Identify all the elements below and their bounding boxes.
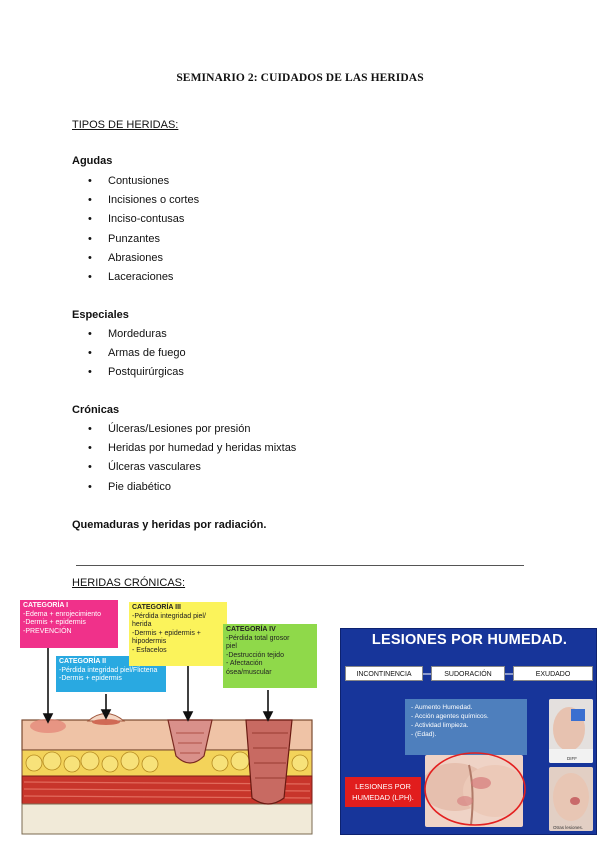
list-item: • Punzantes	[88, 230, 199, 249]
category-4-label: CATEGORÍA IV -Pérdida total grosor piel -Destrucción tejido - Afectación ósea/muscular	[223, 624, 317, 688]
list-cronicas	[88, 420, 296, 497]
box-exudado: EXUDADO	[513, 666, 593, 681]
divider	[76, 565, 524, 566]
list-item: • Contusiones	[88, 172, 199, 191]
list-item: • Laceraciones	[88, 268, 199, 287]
caption-otras: Otras lesiones.	[553, 825, 584, 830]
heading-agudas: Agudas	[72, 155, 113, 167]
heading-cronicas: Crónicas	[72, 404, 120, 416]
box-sudoracion: SUDORACIÓN	[431, 666, 505, 681]
lph-label	[345, 777, 421, 807]
list-item: • Postquirúrgicas	[88, 363, 186, 382]
photo-otras	[549, 767, 593, 831]
slide-title: LESIONES POR HUMEDAD.	[371, 632, 568, 648]
pressure-ulcer-diagram	[18, 598, 320, 838]
moisture-lesions-slide	[340, 628, 597, 835]
lph-line: LESIONES POR	[355, 782, 411, 791]
list-item: • Úlceras vasculares	[88, 458, 296, 477]
list-item: • Mordeduras	[88, 325, 186, 344]
list-item: • Pie diabético	[88, 478, 296, 497]
heading-quemaduras: Quemaduras y heridas por radiación.	[72, 519, 267, 531]
category-3-label: CATEGORÍA III -Pérdida integridad piel/ herida -Dermis + epidermis + hipodermis - Esfacelos	[129, 602, 227, 666]
photo-otras-graphic	[549, 767, 593, 831]
desc-line: - Actividad limpieza.	[411, 722, 469, 729]
photo-diff-graphic	[549, 699, 593, 763]
page-title: SEMINARIO 2: CUIDADOS DE LAS HERIDAS	[176, 72, 424, 84]
list-item: • Armas de fuego	[88, 344, 186, 363]
box-incontinencia: INCONTINENCIA	[345, 666, 423, 681]
list-item: • Heridas por humedad y heridas mixtas	[88, 439, 296, 458]
list-item: • Abrasiones	[88, 249, 199, 268]
section-heading-cronicas: HERIDAS CRÓNICAS:	[72, 577, 186, 589]
lph-line: HUMEDAD (LPH).	[352, 793, 414, 802]
photo-diff	[549, 699, 593, 763]
desc-line: - Acción agentes químicos.	[411, 713, 489, 720]
list-especiales	[88, 325, 186, 383]
caption-diff: DIFF	[567, 756, 577, 761]
list-item: • Úlceras/Lesiones por presión	[88, 420, 296, 439]
list-item: • Incisiones o cortes	[88, 191, 199, 210]
section-heading-tipos: TIPOS DE HERIDAS:	[72, 119, 179, 131]
category-1-label: CATEGORÍA I -Edema + enrojecimiento -Dermis + epidermis -PREVENCIÓN	[20, 600, 118, 648]
list-agudas	[88, 172, 199, 287]
desc-line: - Aumento Humedad.	[411, 704, 473, 711]
category-2-label: CATEGORÍA II -Pérdida integridad piel/Flictena -Dermis + epidermis	[56, 656, 166, 692]
desc-line: - (Edad).	[411, 731, 437, 738]
list-item: • Inciso-contusas	[88, 210, 199, 229]
heading-especiales: Especiales	[72, 309, 129, 321]
